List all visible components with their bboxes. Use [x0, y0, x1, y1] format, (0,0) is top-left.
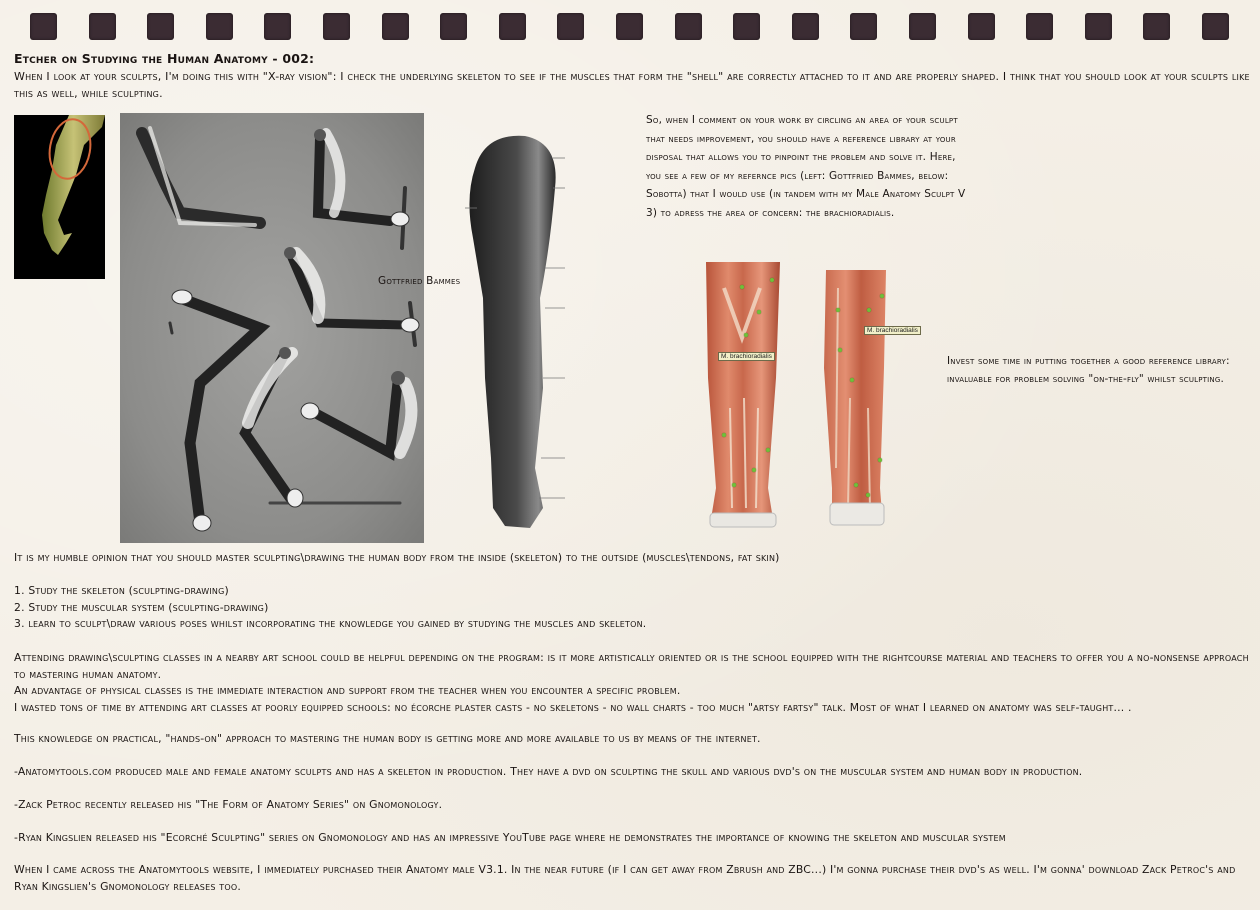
muscle-label: M. brachioradialis — [718, 352, 775, 361]
forearm-muscles-icon — [702, 258, 784, 528]
classes-text: Attending drawing\sculpting classes in a nearby art school could be helpful depending on the program: is it more artistically oriented or is the school equipped with the rightcourse material and teachers to offer you a no-nonsense approach to mastering human anatomy. — [14, 651, 1249, 681]
spiral-hole — [1143, 13, 1170, 40]
study-steps-list — [14, 583, 1254, 633]
spiral-hole — [733, 13, 760, 40]
sculpt-thumbnail-image — [14, 115, 105, 279]
spiral-hole — [440, 13, 467, 40]
spiral-hole — [30, 13, 57, 40]
sobotta-forearm-anterior — [702, 258, 784, 528]
study-step: 1. Study the skeleton (sculpting-drawing) — [14, 584, 229, 597]
classes-paragraph — [14, 650, 1254, 716]
spiral-hole — [206, 13, 233, 40]
spiral-hole — [909, 13, 936, 40]
side-note: So, when I comment on your work by circling an area of your sculpt that needs improvement, you should have a reference library at your disposal that allows you to pinpoint the problem and solve it. Here, you see a few of my refernce pics (left: Gottfried Bammes, below: Sobotta) that I would use (in tandem with my Male Anatomy Sculpt V 3) to adress the area of concern: the brachioradialis. — [646, 114, 966, 219]
bammes-caption: Gottfried Bammes — [378, 275, 461, 287]
spiral-hole — [850, 13, 877, 40]
spiral-hole — [792, 13, 819, 40]
bammes-anatomy-plate — [120, 113, 424, 543]
spiral-hole — [1202, 13, 1229, 40]
forearm-muscles-icon — [820, 268, 892, 528]
classes-text: I wasted tons of time by attending art classes at poorly equipped schools: no écorche plaster casts - no skeletons - no wall charts - too much "artsy fartsy" talk. Most of what I learned on anatomy was self-taught... . — [14, 700, 1132, 714]
muscle-figure-icon — [455, 128, 565, 533]
resource-item: -Zack Petroc recently released his "The Form of Anatomy Series" on Gnomonology. — [14, 798, 443, 811]
spiral-hole — [89, 13, 116, 40]
spiral-hole — [557, 13, 584, 40]
sculpted-arm-icon — [14, 115, 105, 279]
closing-paragraph: When I came across the Anatomytools website, I immediately purchased their Anatomy male V3.1. In the near future (if I can get away from Zbrush and ZBC...) I'm gonna purchase their dvd's as well. I'm gonna' download Zack Petroc's and Ryan Kingslien's Gnomonology releases too. — [14, 863, 1236, 893]
spiral-hole — [675, 13, 702, 40]
intro-paragraph: When I look at your sculpts, I'm doing this with "X-ray vision": I check the underlying skeleton to see if the muscles that form the "shell" are correctly attached to it and are properly shaped. I think that you should look at your sculpts like this as well, while sculpting. — [14, 70, 1250, 100]
spiral-binding — [0, 13, 1260, 41]
reference-library-tip: Invest some time in putting together a good reference library: invaluable for problem solving "on-the-fly" whilst sculpting. — [947, 355, 1230, 385]
arm-studies-drawing-icon — [120, 113, 424, 543]
study-step: 2. Study the muscular system (sculpting-drawing) — [14, 600, 269, 614]
spiral-hole — [968, 13, 995, 40]
torso-muscle-drawing — [455, 128, 565, 533]
spiral-hole — [147, 13, 174, 40]
opinion-paragraph: It is my humble opinion that you should master sculpting\drawing the human body from the inside (skeleton) to the outside (muscles\tendons, fat skin) — [14, 551, 780, 564]
sobotta-forearm-lateral — [820, 268, 918, 528]
spiral-hole — [323, 13, 350, 40]
spiral-hole — [1026, 13, 1053, 40]
internet-paragraph: This knowledge on practical, "hands-on" approach to mastering the human body is getting more and more available to us by means of the internet. — [14, 732, 761, 745]
resource-item: -Ryan Kingslien released his "Ecorché Sculpting" series on Gnomonology and has an impressive YouTube page where he demonstrates the importance of knowing the skeleton and muscular system — [14, 831, 1006, 844]
spiral-hole — [499, 13, 526, 40]
spiral-hole — [1085, 13, 1112, 40]
page-title: Etcher on Studying the Human Anatomy - 002: — [14, 51, 315, 66]
spiral-hole — [264, 13, 291, 40]
study-step: 3. learn to sculpt\draw various poses whilst incorporating the knowledge you gained by studying the muscles and skeleton. — [14, 617, 647, 630]
resource-item: -Anatomytools.com produced male and female anatomy sculpts and has a skeleton in production. They have a dvd on sculpting the skull and various dvd's on the muscular system and human body in production. — [14, 765, 1083, 778]
muscle-label: M. brachioradialis — [864, 326, 921, 335]
classes-text: An advantage of physical classes is the immediate interaction and support from the teacher when you encounter a specific problem. — [14, 684, 681, 697]
spiral-hole — [382, 13, 409, 40]
spiral-hole — [616, 13, 643, 40]
